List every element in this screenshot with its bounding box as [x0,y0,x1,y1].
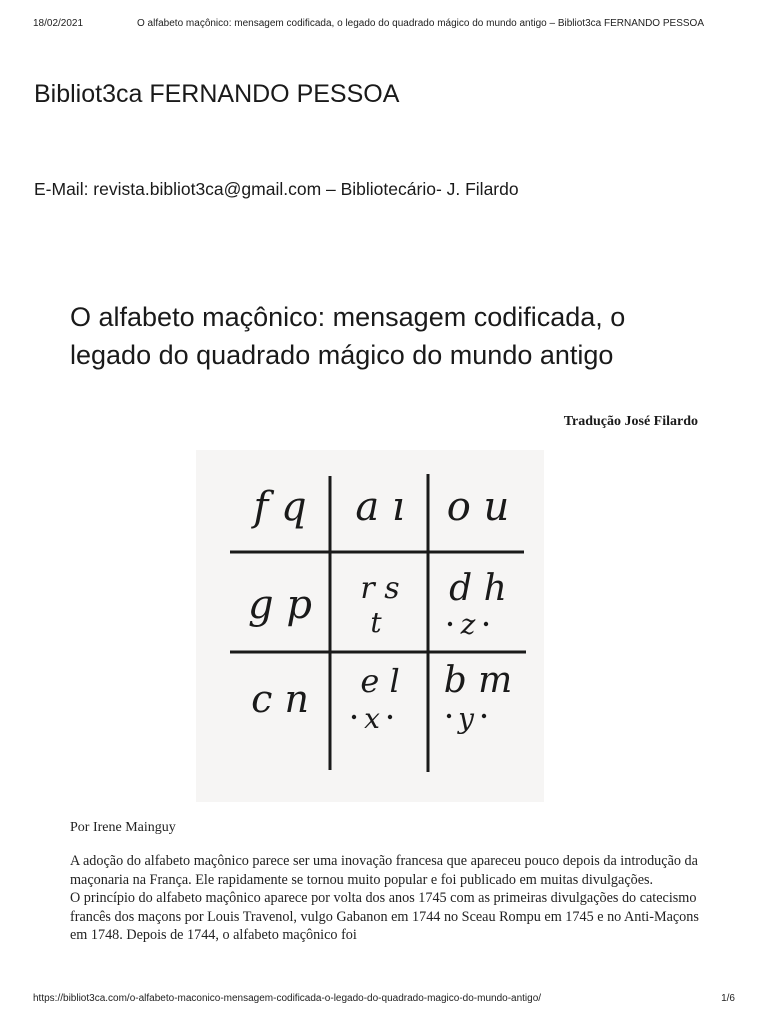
print-footer-url: https://bibliot3ca.com/o-alfabeto-maconico-mensagem-codificada-o-legado-do-quadrado-magico-do-mundo-antigo/ [33,993,542,1004]
masonic-cipher-image [196,450,544,802]
cipher-dot [352,715,356,719]
cipher-cell-6: d h [449,568,507,609]
cipher-dot [482,714,486,718]
cipher-cell-3: o u [446,484,510,530]
article-title: O alfabeto maçônico: mensagem codificada, o legado do quadrado mágico do mundo antigo [70,302,626,370]
cipher-cell-8: e l [360,662,400,700]
print-page-title: O alfabeto maçônico: mensagem codificada, o legado do quadrado mágico do mundo antigo – Bibliot3ca FERNANDO PESSOA [137,18,704,29]
cipher-dot [447,714,451,718]
print-page-number: 1/6 [721,993,735,1004]
cipher-cell-4: g p [248,582,312,628]
cipher-cell-6-sub: z [460,608,476,641]
site-title[interactable]: Bibliot3ca FERNANDO PESSOA [34,80,400,108]
cipher-cell-9: b m [443,660,513,701]
cipher-cell-1: f q [253,484,307,530]
cipher-grid-svg [196,450,544,802]
cipher-dot [484,622,488,626]
cipher-cell-8-sub: x [364,702,380,735]
cipher-cell-7: c n [251,677,309,721]
body-paragraph-1: A adoção do alfabeto maçônico parece ser uma inovação francesa que apareceu pouco depois da introdução da maçonaria na França. Ele rapidamente se tornou muito popular e foi publicado em muitas divulgações. [70,853,698,888]
cipher-cell-9-sub: y [458,702,474,735]
cipher-cell-5-sub: t [370,606,382,639]
article-byline: Por Irene Mainguy [70,820,176,835]
translation-credit: Tradução José Filardo [563,414,698,429]
cipher-dot [388,715,392,719]
email-line: E-Mail: revista.bibliot3ca@gmail.com – Bibliotecário- J. Filardo [34,179,519,199]
article-body [70,852,710,945]
print-date: 18/02/2021 [33,18,84,29]
cipher-cell-5: r s [360,571,400,606]
cipher-dot [448,622,452,626]
cipher-cell-2: a ı [355,484,405,530]
body-paragraph-2: O princípio do alfabeto maçônico aparece por volta dos anos 1745 com as primeiras divulgações do catecismo francês dos maçons por Louis Travenol, vulgo Gabanon em 1744 no Sceau Rompu em 1745 e no Anti-Maçons em 1748. Depois de 1744, o alfabeto maçônico foi [70,890,699,943]
